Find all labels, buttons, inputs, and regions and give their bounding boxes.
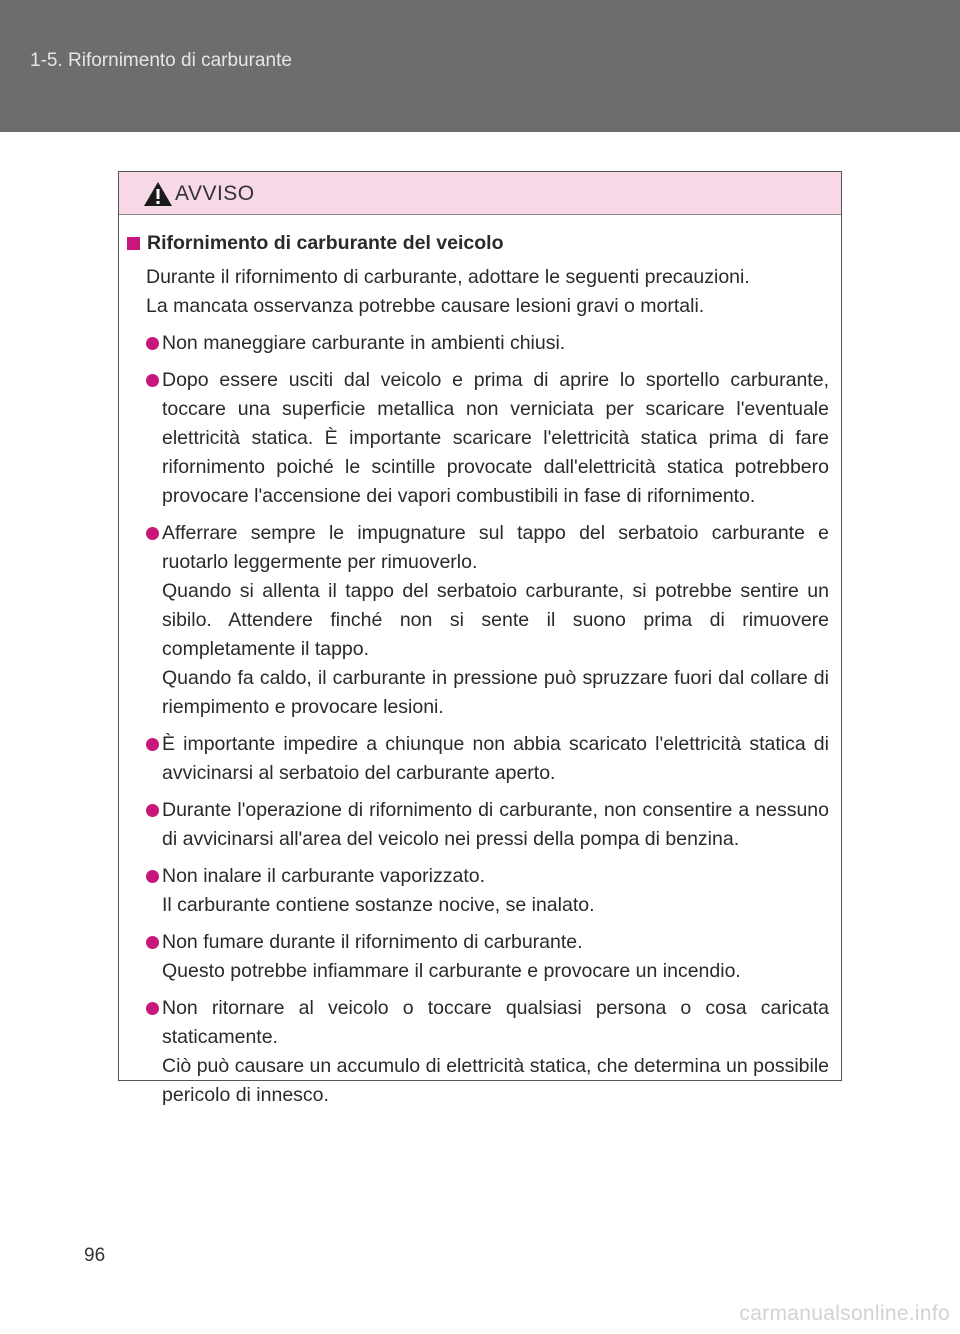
warning-triangle-icon bbox=[143, 181, 173, 207]
precaution-item: Dopo essere usciti dal veicolo e prima di aprire lo sportello carburante, toccare una superficie metallica non verniciata per scaricare l'eventuale elettricità statica. È importante scaricare l'elettricità statica prima di fare rifornimento poiché le scintille provocate dall'elettricità statica potrebbero provocare l'accensione dei vapori combustibili in fase di rifornimento. bbox=[127, 366, 829, 511]
round-bullet-icon bbox=[146, 870, 159, 883]
precaution-list bbox=[127, 329, 829, 1110]
round-bullet-icon bbox=[146, 1002, 159, 1015]
warning-intro bbox=[127, 263, 829, 321]
warning-section-title: Rifornimento di carburante del veicolo bbox=[127, 229, 829, 258]
intro-line: La mancata osservanza potrebbe causare lesioni gravi o mortali. bbox=[146, 295, 705, 317]
precaution-item: Non inalare il carburante vaporizzato. Il carburante contiene sostanze nocive, se inalato. bbox=[127, 862, 829, 920]
precaution-item: Non maneggiare carburante in ambienti chiusi. bbox=[127, 329, 829, 358]
warning-body bbox=[119, 215, 841, 1110]
warning-box bbox=[118, 171, 842, 1106]
square-bullet-icon bbox=[127, 237, 140, 250]
precaution-item: Durante l'operazione di rifornimento di carburante, non consentire a nessuno di avvicinarsi all'area del veicolo nei pressi della pompa di benzina. bbox=[127, 796, 829, 854]
round-bullet-icon bbox=[146, 374, 159, 387]
warning-title: AVVISO bbox=[175, 182, 255, 205]
round-bullet-icon bbox=[146, 936, 159, 949]
watermark-text: carmanualsonline.info bbox=[739, 1302, 950, 1325]
warning-header bbox=[119, 172, 841, 215]
precaution-item: Non fumare durante il rifornimento di carburante. Questo potrebbe infiammare il carburante e provocare un incendio. bbox=[127, 928, 829, 986]
precaution-item: Non ritornare al veicolo o toccare qualsiasi persona o cosa caricata staticamente. Ciò può causare un accumulo di elettricità statica, che determina un possibile pericolo di innesco. bbox=[127, 994, 829, 1110]
precaution-item: Afferrare sempre le impugnature sul tappo del serbatoio carburante e ruotarlo leggermente per rimuoverlo. Quando si allenta il tappo del serbatoio carburante, si potrebbe sentire un sibilo. Attendere finché non si sente il suono prima di rimuovere completamente il tappo. Quando fa caldo, il carburante in pressione può spruzzare fuori dal collare di riempimento e provocare lesioni. bbox=[127, 519, 829, 722]
round-bullet-icon bbox=[146, 738, 159, 751]
round-bullet-icon bbox=[146, 337, 159, 350]
page-header bbox=[0, 0, 960, 132]
section-heading: 1-5. Rifornimento di carburante bbox=[30, 50, 292, 71]
precaution-item: È importante impedire a chiunque non abbia scaricato l'elettricità statica di avvicinarsi al serbatoio del carburante aperto. bbox=[127, 730, 829, 788]
page-number: 96 bbox=[84, 1245, 106, 1266]
intro-line: Durante il rifornimento di carburante, adottare le seguenti precauzioni. bbox=[146, 266, 750, 288]
round-bullet-icon bbox=[146, 527, 159, 540]
round-bullet-icon bbox=[146, 804, 159, 817]
